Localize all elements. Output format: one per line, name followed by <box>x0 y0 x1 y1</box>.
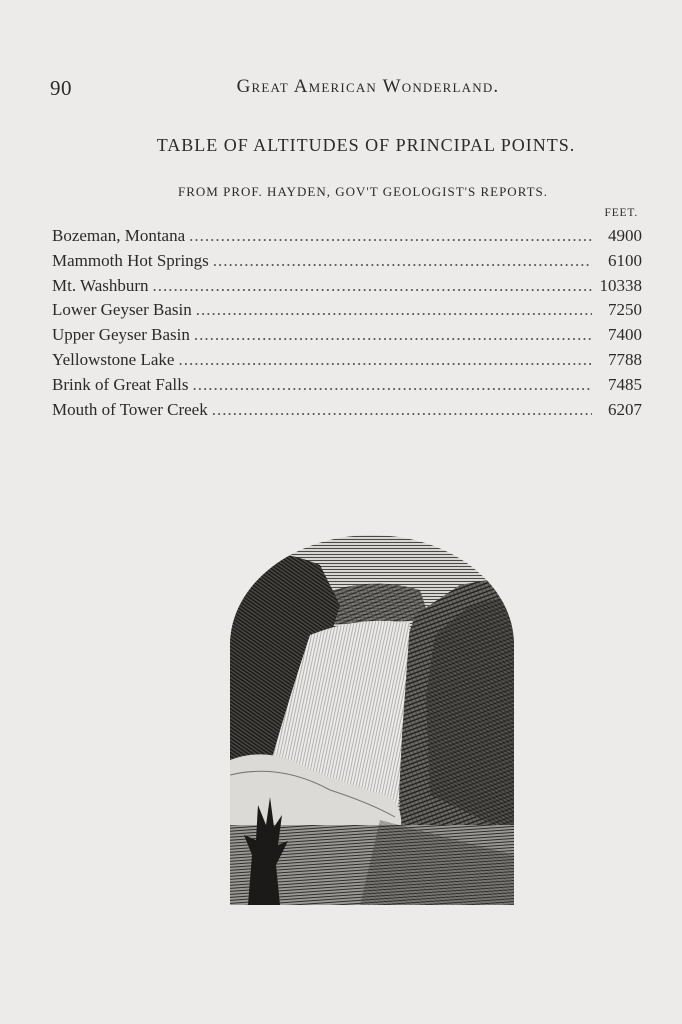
dot-leader <box>178 350 592 370</box>
dot-leader <box>189 226 592 246</box>
altitude-value: 6100 <box>608 250 642 270</box>
unit-header: FEET. <box>604 207 638 219</box>
running-head: Great American Wonderland. <box>236 76 500 97</box>
place-name: Brink of Great Falls <box>52 374 189 394</box>
place-name: Mt. Washburn <box>52 275 149 295</box>
dot-leader <box>192 375 592 395</box>
place-name: Bozeman, Montana <box>52 226 186 245</box>
dot-leader <box>194 325 592 345</box>
altitude-value: 6207 <box>608 399 642 419</box>
altitude-value: 7485 <box>608 374 642 394</box>
altitude-value: 7400 <box>608 325 642 345</box>
place-name: Upper Geyser Basin <box>52 325 190 345</box>
dot-leader <box>196 300 592 320</box>
table-row <box>52 350 642 375</box>
altitude-value: 7250 <box>608 300 642 320</box>
altitude-table <box>52 226 642 424</box>
table-title: TABLE OF ALTITUDES OF PRINCIPAL POINTS. <box>156 135 576 155</box>
altitude-value: 7788 <box>608 349 642 369</box>
dot-leader <box>213 251 592 271</box>
place-name: Mouth of Tower Creek <box>52 399 208 419</box>
table-row <box>52 325 642 350</box>
page-number: 90 <box>50 76 72 100</box>
altitude-value: 4900 <box>608 226 642 245</box>
table-row <box>52 226 642 251</box>
altitude-value: 10338 <box>599 275 642 295</box>
place-name: Mammoth Hot Springs <box>52 250 209 270</box>
place-name: Lower Geyser Basin <box>52 300 192 320</box>
table-row <box>52 276 642 301</box>
table-source: FROM PROF. HAYDEN, GOV'T GEOLOGIST'S REPORTS. <box>177 184 549 199</box>
dot-leader <box>212 400 592 420</box>
table-row <box>52 300 642 325</box>
table-row <box>52 251 642 276</box>
table-row <box>52 375 642 400</box>
dot-leader <box>153 276 592 296</box>
table-row <box>52 400 642 425</box>
place-name: Yellowstone Lake <box>52 349 175 369</box>
waterfall-engraving <box>230 535 514 905</box>
